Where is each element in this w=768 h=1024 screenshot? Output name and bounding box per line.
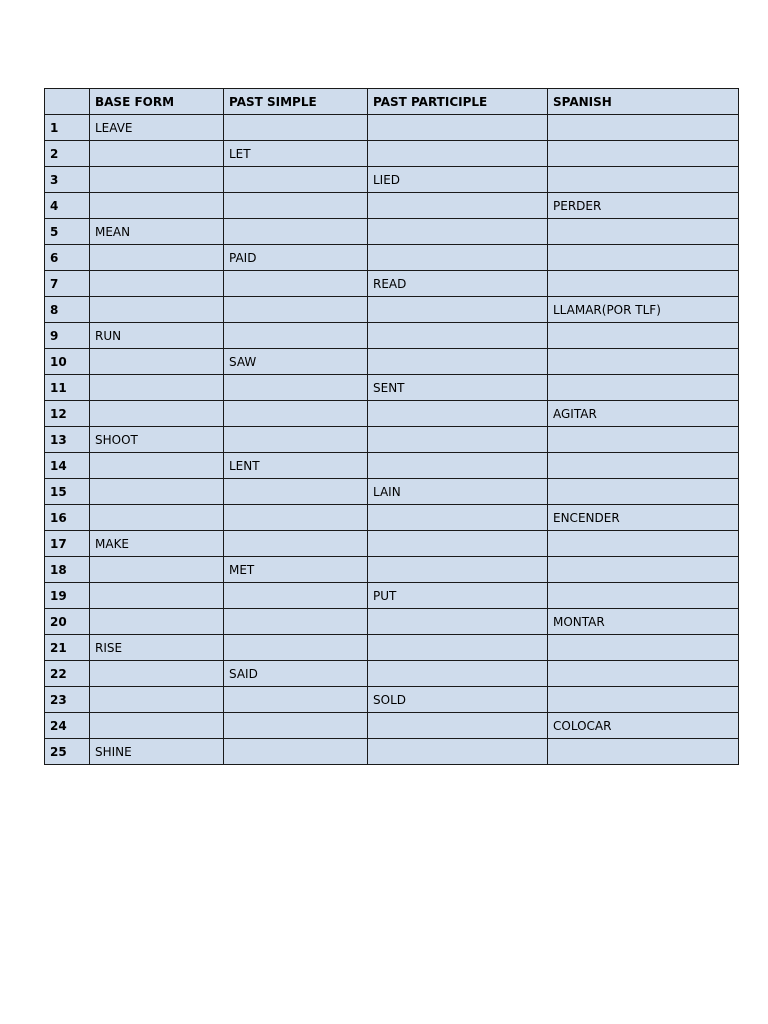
spanish-cell xyxy=(548,219,739,245)
row-number: 12 xyxy=(45,401,90,427)
base-form-cell xyxy=(90,349,224,375)
row-number: 24 xyxy=(45,713,90,739)
header-number xyxy=(45,89,90,115)
table-row xyxy=(45,297,739,323)
past-simple-cell xyxy=(224,115,368,141)
table-row xyxy=(45,401,739,427)
spanish-cell xyxy=(548,375,739,401)
past-simple-cell xyxy=(224,167,368,193)
header-spanish: SPANISH xyxy=(548,89,739,115)
spanish-cell xyxy=(548,349,739,375)
base-form-cell xyxy=(90,297,224,323)
past-participle-cell: READ xyxy=(368,271,548,297)
table-row xyxy=(45,427,739,453)
row-number: 18 xyxy=(45,557,90,583)
table-row xyxy=(45,141,739,167)
past-participle-cell xyxy=(368,297,548,323)
table-row xyxy=(45,505,739,531)
spanish-cell xyxy=(548,583,739,609)
spanish-cell xyxy=(548,453,739,479)
row-number: 13 xyxy=(45,427,90,453)
past-participle-cell: SENT xyxy=(368,375,548,401)
base-form-cell: MAKE xyxy=(90,531,224,557)
base-form-cell xyxy=(90,505,224,531)
base-form-cell xyxy=(90,713,224,739)
base-form-cell xyxy=(90,271,224,297)
past-participle-cell xyxy=(368,219,548,245)
past-simple-cell xyxy=(224,297,368,323)
table-row xyxy=(45,583,739,609)
base-form-cell xyxy=(90,687,224,713)
past-simple-cell xyxy=(224,583,368,609)
past-participle-cell xyxy=(368,193,548,219)
row-number: 10 xyxy=(45,349,90,375)
past-simple-cell: PAID xyxy=(224,245,368,271)
row-number: 4 xyxy=(45,193,90,219)
spanish-cell xyxy=(548,271,739,297)
past-participle-cell: SOLD xyxy=(368,687,548,713)
header-past-participle: PAST PARTICIPLE xyxy=(368,89,548,115)
past-simple-cell: LET xyxy=(224,141,368,167)
row-number: 3 xyxy=(45,167,90,193)
past-participle-cell xyxy=(368,115,548,141)
table-row xyxy=(45,167,739,193)
spanish-cell xyxy=(548,115,739,141)
base-form-cell xyxy=(90,609,224,635)
row-number: 20 xyxy=(45,609,90,635)
spanish-cell xyxy=(548,531,739,557)
past-participle-cell xyxy=(368,531,548,557)
row-number: 11 xyxy=(45,375,90,401)
table-row xyxy=(45,739,739,765)
base-form-cell xyxy=(90,167,224,193)
table-row xyxy=(45,115,739,141)
past-participle-cell xyxy=(368,141,548,167)
past-participle-cell xyxy=(368,739,548,765)
table-row xyxy=(45,661,739,687)
row-number: 23 xyxy=(45,687,90,713)
table-row xyxy=(45,531,739,557)
spanish-cell xyxy=(548,739,739,765)
row-number: 16 xyxy=(45,505,90,531)
past-simple-cell xyxy=(224,505,368,531)
row-number: 5 xyxy=(45,219,90,245)
spanish-cell: PERDER xyxy=(548,193,739,219)
row-number: 19 xyxy=(45,583,90,609)
past-participle-cell xyxy=(368,661,548,687)
past-simple-cell: SAID xyxy=(224,661,368,687)
spanish-cell xyxy=(548,427,739,453)
past-simple-cell xyxy=(224,193,368,219)
past-simple-cell xyxy=(224,609,368,635)
base-form-cell xyxy=(90,453,224,479)
spanish-cell: AGITAR xyxy=(548,401,739,427)
base-form-cell xyxy=(90,375,224,401)
row-number: 7 xyxy=(45,271,90,297)
past-participle-cell xyxy=(368,453,548,479)
past-participle-cell xyxy=(368,609,548,635)
irregular-verbs-table xyxy=(44,88,739,765)
table-row xyxy=(45,219,739,245)
base-form-cell xyxy=(90,661,224,687)
past-participle-cell xyxy=(368,635,548,661)
row-number: 2 xyxy=(45,141,90,167)
spanish-cell: COLOCAR xyxy=(548,713,739,739)
table-row xyxy=(45,713,739,739)
base-form-cell xyxy=(90,245,224,271)
base-form-cell xyxy=(90,401,224,427)
past-participle-cell xyxy=(368,557,548,583)
base-form-cell: SHOOT xyxy=(90,427,224,453)
past-simple-cell: LENT xyxy=(224,453,368,479)
table-row xyxy=(45,193,739,219)
past-participle-cell xyxy=(368,323,548,349)
spanish-cell xyxy=(548,687,739,713)
past-participle-cell xyxy=(368,427,548,453)
base-form-cell: SHINE xyxy=(90,739,224,765)
table-row xyxy=(45,687,739,713)
row-number: 6 xyxy=(45,245,90,271)
table-row xyxy=(45,323,739,349)
past-participle-cell xyxy=(368,245,548,271)
past-participle-cell xyxy=(368,713,548,739)
past-simple-cell xyxy=(224,687,368,713)
spanish-cell xyxy=(548,479,739,505)
spanish-cell xyxy=(548,141,739,167)
table-body xyxy=(45,115,739,765)
row-number: 8 xyxy=(45,297,90,323)
spanish-cell: ENCENDER xyxy=(548,505,739,531)
spanish-cell xyxy=(548,557,739,583)
past-simple-cell: SAW xyxy=(224,349,368,375)
table-row xyxy=(45,375,739,401)
table-row xyxy=(45,557,739,583)
table-row xyxy=(45,245,739,271)
row-number: 17 xyxy=(45,531,90,557)
row-number: 9 xyxy=(45,323,90,349)
past-simple-cell: MET xyxy=(224,557,368,583)
spanish-cell: LLAMAR(POR TLF) xyxy=(548,297,739,323)
past-simple-cell xyxy=(224,479,368,505)
row-number: 1 xyxy=(45,115,90,141)
past-simple-cell xyxy=(224,427,368,453)
past-simple-cell xyxy=(224,401,368,427)
header-base-form: BASE FORM xyxy=(90,89,224,115)
past-simple-cell xyxy=(224,323,368,349)
past-simple-cell xyxy=(224,271,368,297)
base-form-cell: RUN xyxy=(90,323,224,349)
row-number: 15 xyxy=(45,479,90,505)
base-form-cell xyxy=(90,479,224,505)
past-simple-cell xyxy=(224,219,368,245)
past-participle-cell: LAIN xyxy=(368,479,548,505)
base-form-cell: MEAN xyxy=(90,219,224,245)
row-number: 25 xyxy=(45,739,90,765)
past-simple-cell xyxy=(224,713,368,739)
spanish-cell xyxy=(548,635,739,661)
base-form-cell xyxy=(90,557,224,583)
base-form-cell xyxy=(90,141,224,167)
past-simple-cell xyxy=(224,739,368,765)
base-form-cell xyxy=(90,583,224,609)
spanish-cell xyxy=(548,323,739,349)
past-participle-cell xyxy=(368,505,548,531)
table-row xyxy=(45,349,739,375)
past-participle-cell: PUT xyxy=(368,583,548,609)
header-past-simple: PAST SIMPLE xyxy=(224,89,368,115)
table-row xyxy=(45,609,739,635)
spanish-cell xyxy=(548,245,739,271)
table-row xyxy=(45,479,739,505)
past-participle-cell xyxy=(368,401,548,427)
spanish-cell: MONTAR xyxy=(548,609,739,635)
table-row xyxy=(45,271,739,297)
table-row xyxy=(45,453,739,479)
table-row xyxy=(45,635,739,661)
header-row xyxy=(45,89,739,115)
past-simple-cell xyxy=(224,531,368,557)
row-number: 22 xyxy=(45,661,90,687)
base-form-cell: RISE xyxy=(90,635,224,661)
past-participle-cell: LIED xyxy=(368,167,548,193)
spanish-cell xyxy=(548,661,739,687)
past-participle-cell xyxy=(368,349,548,375)
past-simple-cell xyxy=(224,375,368,401)
base-form-cell: LEAVE xyxy=(90,115,224,141)
spanish-cell xyxy=(548,167,739,193)
base-form-cell xyxy=(90,193,224,219)
past-simple-cell xyxy=(224,635,368,661)
row-number: 14 xyxy=(45,453,90,479)
row-number: 21 xyxy=(45,635,90,661)
